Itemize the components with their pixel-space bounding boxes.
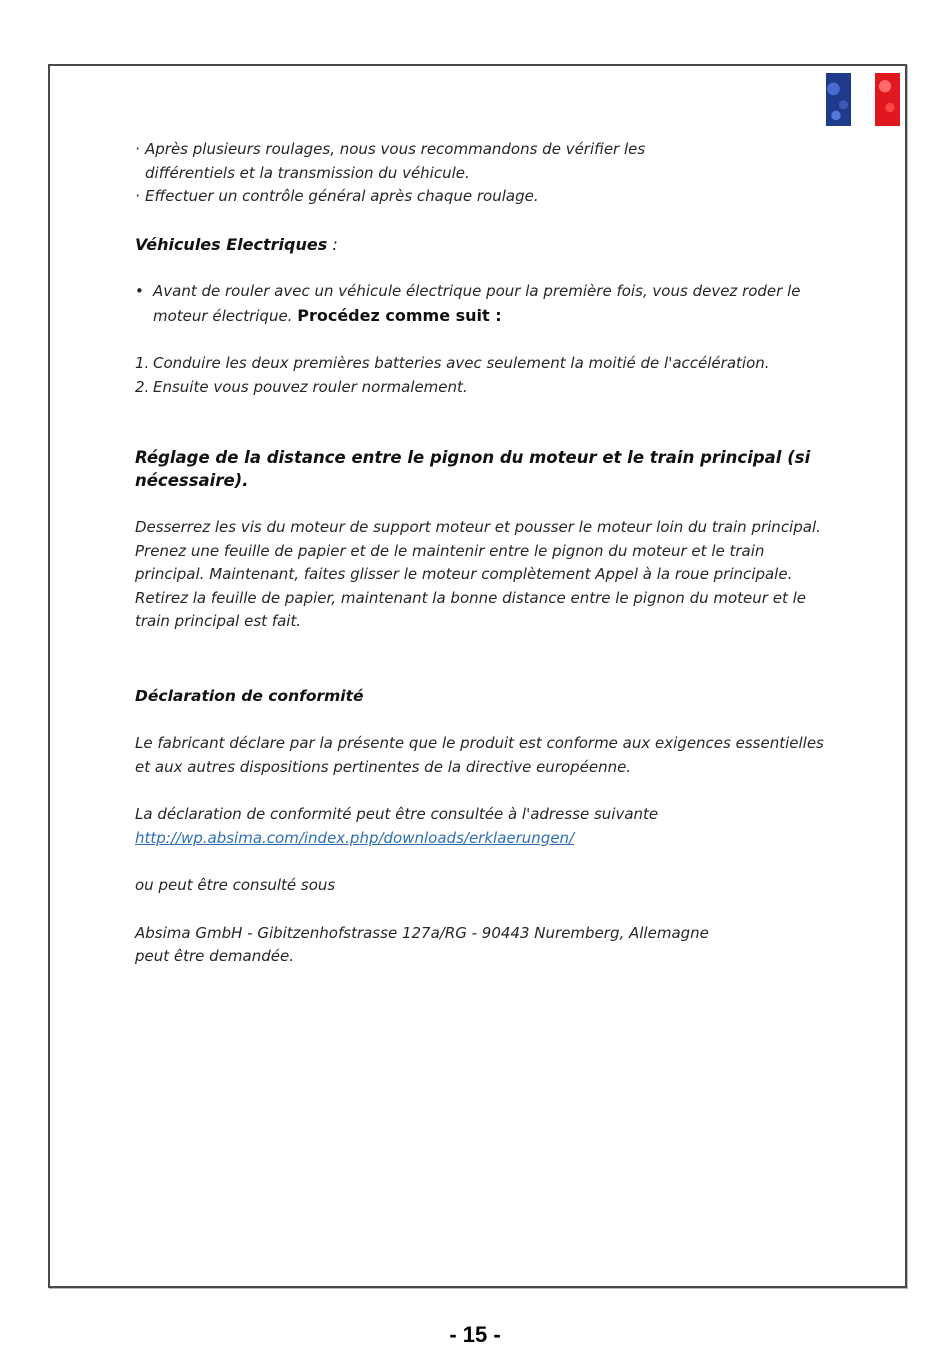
address-line-1: Absima GmbH - Gibitzenhofstrasse 127a/RG - 90443 Nuremberg, Allemagne <box>135 923 709 942</box>
intro-bullet-2-line-1: Effectuer un contrôle général après chaque roulage. <box>145 187 539 205</box>
gear-mesh-paragraph: Desserrez les vis du moteur de support moteur et pousser le moteur loin du train principal. Prenez une feuille de papier et de le maintenir entre le pignon du moteur et le train principal. Maintenant, faites glisser le moteur complètement Appel à la roue principale. Retirez la feuille de papier, maintenant la bonne distance entre le pignon du moteur et le train principal est fait. <box>135 518 821 630</box>
page-number: - 15 - <box>449 1322 501 1347</box>
conformity-address <box>135 922 835 969</box>
ev-bullet-bold: Procédez comme suit : <box>297 305 502 325</box>
intro-bullet-2 <box>135 185 835 209</box>
conformity-paragraph-2 <box>135 803 835 850</box>
address-line-2: peut être demandée. <box>135 947 294 965</box>
step-number: 2. <box>135 377 150 396</box>
ev-bullet-text: Avant de rouler avec un véhicule électrique pour la première fois, vous devez roder le moteur électrique. <box>153 282 801 325</box>
gear-mesh-heading: Réglage de la distance entre le pignon du moteur et le train principal (si nécessaire). <box>135 448 811 490</box>
conformity-paragraph-3: ou peut être consulté sous <box>135 876 336 894</box>
intro-bullet-1-line-1: Après plusieurs roulages, nous vous recommandons de vérifier les <box>145 140 646 158</box>
step-number: 1. <box>135 354 150 372</box>
intro-bullet-1 <box>135 138 835 185</box>
french-flag-blue-stripe <box>826 73 851 126</box>
bullet-icon: • <box>135 282 144 300</box>
break-in-steps <box>135 352 835 399</box>
bullet-icon: · <box>135 140 140 158</box>
step-item <box>135 352 835 376</box>
electric-vehicles-heading: Véhicules Electriques : <box>135 234 338 254</box>
step-item <box>135 376 835 400</box>
conformity-heading: Déclaration de conformité <box>135 686 364 705</box>
bullet-icon: · <box>135 187 140 205</box>
document-content <box>135 138 835 969</box>
conformity-paragraph-1: Le fabricant déclare par la présente que le produit est conforme aux exigences essentielles et aux autres dispositions pertinentes de la directive européenne. <box>135 734 824 776</box>
intro-bullet-1-line-2: différentiels et la transmission du véhicule. <box>145 163 470 182</box>
step-text: Ensuite vous pouvez rouler normalement. <box>153 377 468 396</box>
electric-vehicles-bullet <box>135 280 835 328</box>
step-text: Conduire les deux premières batteries avec seulement la moitié de l'accélération. <box>153 354 770 372</box>
conformity-link[interactable]: http://wp.absima.com/index.php/downloads/erklaerungen/ <box>135 828 575 847</box>
french-flag-red-stripe <box>875 73 900 126</box>
conformity-address-intro: La déclaration de conformité peut être consultée à l'adresse suivante <box>135 805 659 823</box>
